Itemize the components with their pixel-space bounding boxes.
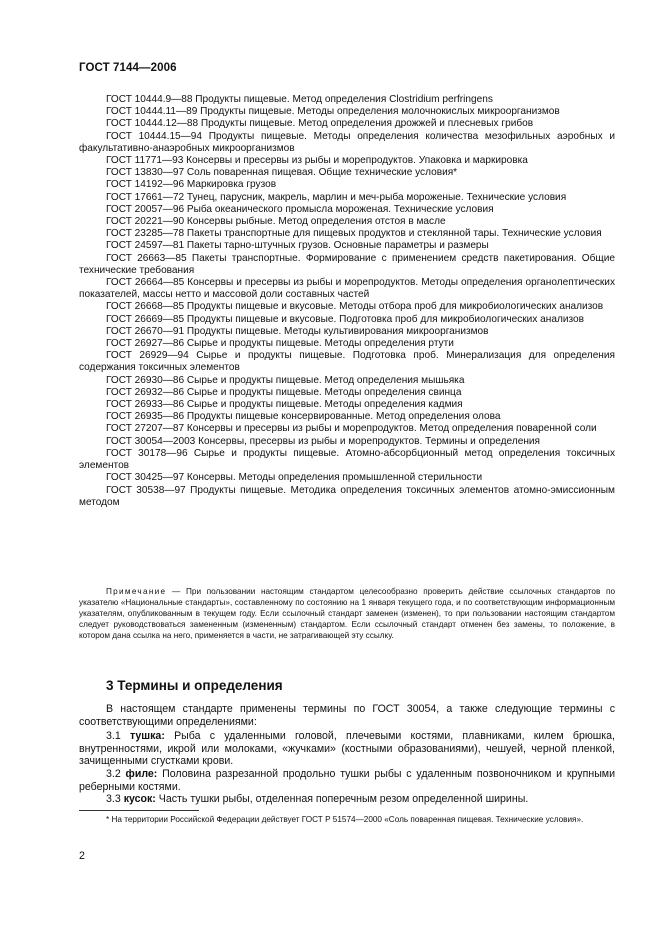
- reference-code: ГОСТ 30538—97: [106, 484, 186, 496]
- reference-item: [79, 277, 615, 301]
- reference-title: Продукты пищевые. Методы определения количества мезофильных аэробных и факультативно-анаэробных микроорганизмов: [79, 130, 615, 154]
- document-header: ГОСТ 7144—2006: [79, 62, 177, 74]
- reference-title: Продукты пищевые. Методика определения токсичных элементов атомно-эмиссионным методом: [79, 484, 615, 508]
- reference-item: [79, 204, 615, 216]
- reference-title: Тунец, парусник, макрель, марлин и меч-рыба мороженые. Технические условия: [186, 191, 567, 203]
- footnote: * На территории Российской Федерации действует ГОСТ Р 51574—2000 «Соль поваренная пищевая. Технические условия».: [106, 815, 584, 824]
- section-title: 3 Термины и определения: [106, 678, 283, 693]
- reference-title: Продукты пищевые. Методы определения молочнокислых микроорганизмов: [200, 106, 560, 118]
- reference-code: ГОСТ 11771—93: [106, 155, 184, 167]
- reference-item: [79, 228, 615, 240]
- reference-code: ГОСТ 23285—78: [106, 228, 185, 240]
- reference-title: Пакеты транспортные. Формирование с применением средств пакетирования. Общие технические требования: [79, 252, 615, 276]
- term-definition: [79, 730, 615, 768]
- reference-code: ГОСТ 10444.9—88: [106, 94, 193, 105]
- footnote-divider: [79, 810, 199, 811]
- reference-code: ГОСТ 10444.11—89: [106, 106, 198, 118]
- reference-title: Консервы и пресервы из рыбы и морепродуктов. Методы определения органолептических показателей, массы нетто и массовой доли составных частей: [79, 277, 615, 301]
- note-text: — При пользовании настоящим стандартом целесообразно проверить действие ссылочных стандартов по указателю «Национальные стандарты», составленному по состоянию на 1 января текущего года, и по соответствующим информационным указателям, опубликованным в текущем году. Если ссылочный стандарт заменен (изменен), то при пользовании настоящим стандартом следует руководствоваться замененным (измененным) стандартом. Если ссылочный стандарт отменен без замены, то положение, в котором дана ссылка на него, применяется в части, не затрагивающей эту ссылку.: [79, 587, 615, 640]
- reference-item: [79, 387, 615, 399]
- reference-title: Консервы и пресервы из рыбы и морепродуктов. Упаковка и маркировка: [186, 155, 528, 167]
- term-name: тушка:: [129, 730, 165, 743]
- reference-code: ГОСТ 20221—90: [106, 216, 185, 228]
- reference-code: ГОСТ 13830—97: [106, 167, 185, 179]
- reference-title: Сырье и продукты пищевые. Методы определения свинца: [186, 386, 462, 398]
- reference-code: ГОСТ 10444.12—88: [106, 118, 199, 130]
- reference-item: [79, 472, 615, 484]
- term-definition: [79, 793, 615, 806]
- reference-item: [79, 350, 615, 374]
- section-body: [79, 703, 615, 806]
- reference-code: ГОСТ 26929—94: [106, 350, 189, 362]
- term-text: Часть тушки рыбы, отделенная поперечным резом определенной ширины.: [158, 793, 529, 806]
- reference-item: [79, 423, 615, 435]
- reference-item: [79, 301, 615, 313]
- reference-title: Пакеты тарно-штучных грузов. Основные параметры и размеры: [186, 240, 489, 252]
- reference-title: Рыба океанического промысла мороженая. Технические условия: [186, 203, 494, 215]
- reference-title: Сырье и продукты пищевые. Атомно-абсорбционный метод определения токсичных элементов: [79, 447, 615, 472]
- term-name: филе:: [125, 767, 158, 780]
- reference-code: ГОСТ 20057—96: [106, 203, 185, 215]
- reference-code: ГОСТ 17661—72: [106, 191, 185, 203]
- page-number: 2: [79, 850, 85, 862]
- reference-code: ГОСТ 14192—96: [106, 179, 185, 191]
- reference-code: ГОСТ 30425—97: [106, 472, 185, 484]
- reference-title: Продукты пищевые и вкусовые. Подготовка проб для микробиологических анализов: [186, 313, 584, 325]
- reference-item: [79, 118, 615, 130]
- reference-item: [79, 216, 615, 228]
- reference-item: [79, 338, 615, 350]
- reference-code: ГОСТ 27207—87: [106, 423, 185, 435]
- reference-item: [79, 326, 615, 338]
- section-intro: В настоящем стандарте применены термины по ГОСТ 30054, а также следующие термины с соответствующими определениями:: [79, 703, 615, 728]
- reference-item: [79, 411, 615, 423]
- reference-code: ГОСТ 26669—85: [106, 313, 185, 325]
- normative-references-list: [79, 94, 615, 509]
- reference-code: ГОСТ 26668—85: [106, 301, 185, 313]
- reference-item: [79, 436, 615, 448]
- reference-item: [79, 399, 615, 411]
- reference-title: Сырье и продукты пищевые. Метод определения мышьяка: [186, 374, 465, 386]
- reference-title: Пакеты транспортные для пищевых продуктов и стеклянной тары. Технические условия: [186, 228, 602, 240]
- reference-title: Продукты пищевые консервированные. Метод определения олова: [186, 411, 501, 423]
- reference-item: [79, 106, 615, 118]
- reference-code: ГОСТ 26664—85: [106, 277, 185, 289]
- reference-code: ГОСТ 10444.15—94: [106, 130, 202, 142]
- term-number: 3.3: [106, 793, 121, 806]
- note-block: [79, 587, 615, 642]
- reference-item: [79, 131, 615, 155]
- reference-title: Консервы рыбные. Метод определения отстоя в масле: [186, 216, 446, 228]
- reference-title: Маркировка грузов: [186, 179, 277, 191]
- reference-title: Консервы и пресервы из рыбы и морепродуктов. Метод определения поваренной соли: [186, 423, 597, 435]
- reference-code: ГОСТ 30054—2003: [106, 435, 196, 447]
- reference-code: ГОСТ 26935—86: [106, 411, 185, 423]
- term-definition: [79, 768, 615, 793]
- reference-item: [79, 192, 615, 204]
- term-text: Рыба с удаленными головой, плечевыми костями, плавниками, килем брюшка, внутренностями, икрой или молоками, «жучками» (костными образованиями), чешуей, черной пленкой, зачищенными сгустками крови.: [79, 730, 615, 768]
- term-number: 3.1: [106, 730, 121, 743]
- reference-item: [79, 314, 615, 326]
- reference-code: ГОСТ 26932—86: [106, 386, 185, 398]
- reference-item: [79, 253, 615, 277]
- reference-item: [79, 94, 615, 106]
- reference-code: ГОСТ 24597—81: [106, 240, 185, 252]
- note-label: Примечание: [106, 587, 167, 596]
- reference-code: ГОСТ 26927—86: [106, 338, 185, 350]
- reference-code: ГОСТ 30178—96: [106, 447, 188, 459]
- reference-item: [79, 485, 615, 509]
- reference-item: [79, 167, 615, 179]
- reference-title: Продукты пищевые. Метод определения дрожжей и плесневых грибов: [200, 118, 534, 130]
- reference-code: ГОСТ 26670—91: [106, 325, 185, 337]
- reference-code: ГОСТ 26663—85: [106, 252, 187, 264]
- reference-title: Сырье и продукты пищевые. Подготовка проб. Минерализация для определения содержания токсичных элементов: [79, 350, 615, 374]
- reference-title: Сырье и продукты пищевые. Методы определения кадмия: [186, 399, 463, 411]
- reference-title: Консервы. Методы определения промышленной стерильности: [186, 472, 483, 484]
- reference-code: ГОСТ 26933—86: [106, 399, 185, 411]
- reference-item: [79, 155, 615, 167]
- reference-code: ГОСТ 26930—86: [106, 374, 185, 386]
- reference-title: Продукты пищевые. Метод определения Clostridium perfringens: [195, 94, 493, 105]
- reference-title: Сырье и продукты пищевые. Методы определения ртути: [186, 338, 454, 350]
- term-name: кусок:: [123, 793, 156, 806]
- reference-title: Соль поваренная пищевая. Общие технические условия*: [186, 167, 458, 179]
- reference-title: Продукты пищевые. Методы культивирования микроорганизмов: [186, 325, 489, 337]
- reference-title: Продукты пищевые и вкусовые. Методы отбора проб для микробиологических анализов: [186, 301, 604, 313]
- term-text: Половина разрезанной продольно тушки рыбы с удаленным позвоночником и крупными реберными костями.: [79, 767, 616, 793]
- reference-item: [79, 375, 615, 387]
- reference-item: [79, 448, 615, 472]
- term-number: 3.2: [106, 767, 121, 780]
- reference-item: [79, 240, 615, 252]
- reference-item: [79, 179, 615, 191]
- reference-title: Консервы, пресервы из рыбы и морепродуктов. Термины и определения: [198, 435, 541, 447]
